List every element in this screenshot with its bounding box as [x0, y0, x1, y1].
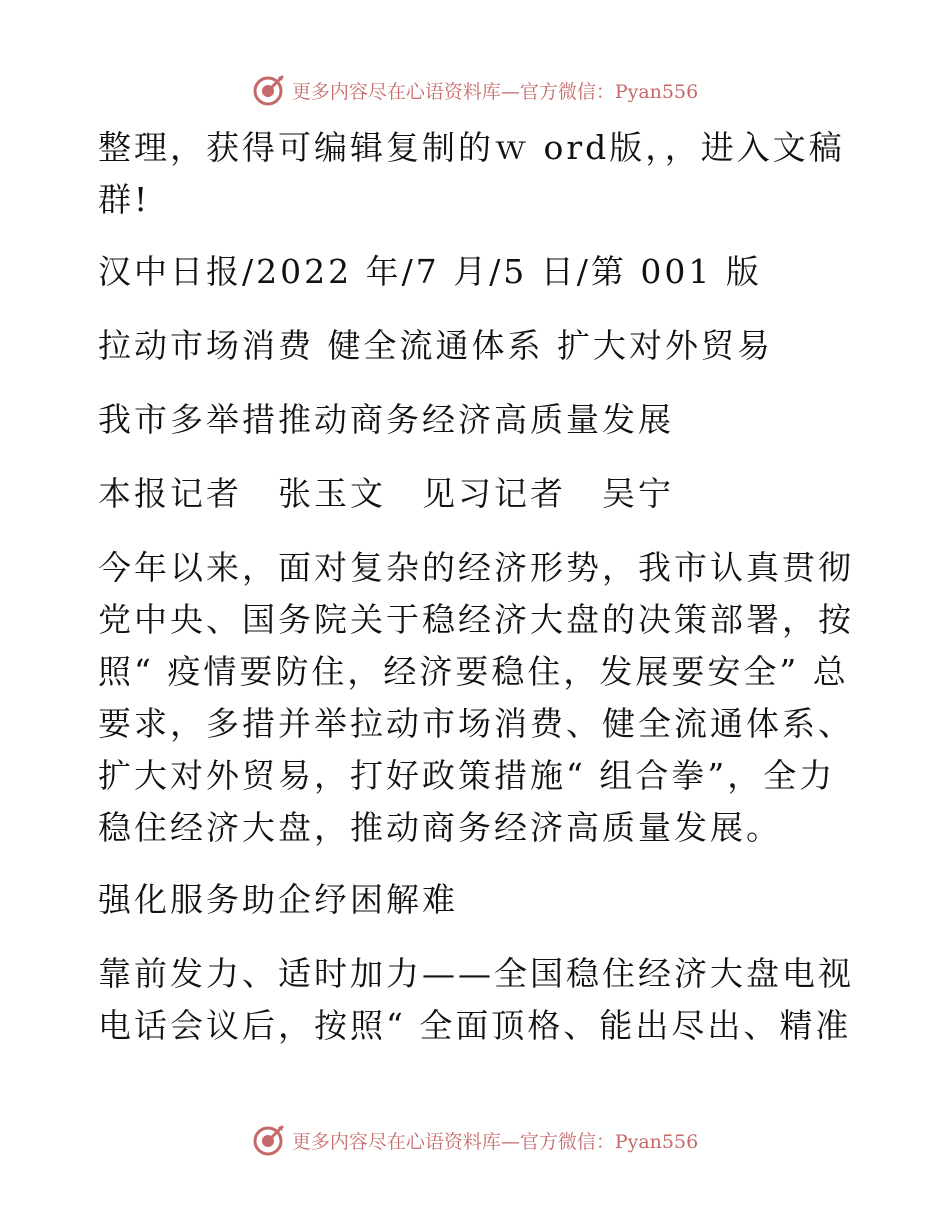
watermark-banner-bottom	[0, 1120, 950, 1160]
headline-kicker: 拉动市场消费 健全流通体系 扩大对外贸易	[98, 326, 773, 365]
section-heading: 强化服务助企纾困解难	[98, 880, 458, 919]
byline: 本报记者 张玉文 见习记者 吴宁	[98, 474, 674, 513]
brand-logo-icon	[252, 73, 286, 107]
watermark-banner-top	[0, 70, 950, 110]
watermark-text: 更多内容尽在心语资料库—官方微信：Pyan556	[291, 80, 699, 103]
document-body	[98, 122, 858, 1072]
publication-line: 汉中日报/2022 年/7 月/5 日/第 001 版	[98, 252, 762, 291]
intro-note: 整理，获得可编辑复制的ｗ ord版，，进入文稿群!	[98, 128, 845, 219]
brand-logo-icon	[252, 1123, 286, 1157]
headline: 我市多举措推动商务经济高质量发展	[98, 400, 674, 439]
body-paragraph: 靠前发力、适时加力——全国稳住经济大盘电视电话会议后，按照“ 全面顶格、能出尽出、精准	[98, 954, 854, 1045]
body-paragraph: 今年以来，面对复杂的经济形势，我市认真贯彻党中央、国务院关于稳经济大盘的决策部署，按照“ 疫情要防住，经济要稳住，发展要安全” 总要求，多措并举拉动市场消费、健全流通体系、扩大对外贸易，打好政策措施“ 组合拳”，全力稳住经济大盘，推动商务经济高质量发展。	[98, 548, 854, 847]
watermark-text: 更多内容尽在心语资料库—官方微信：Pyan556	[291, 1130, 699, 1153]
